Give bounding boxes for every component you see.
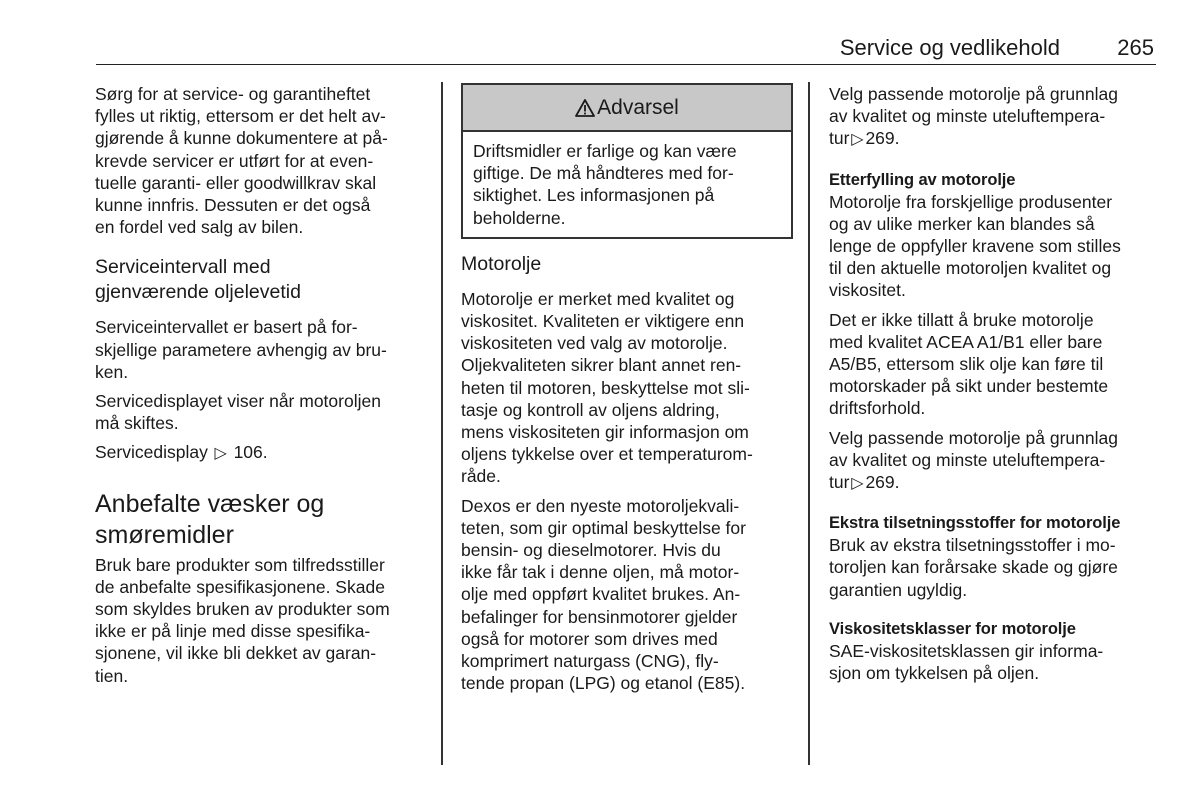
cross-reference-arrow-icon: ▷ bbox=[851, 475, 864, 493]
reference-page-link[interactable]: 106. bbox=[233, 442, 268, 463]
intro-paragraph: Sørg for at service- og garantiheftet fylles ut riktig, ettersom er det helt av- gjørende å kunne dokumentere at på- krevde servicer er utført for at even- tuelle garanti- eller goodwillkrav skal kunne innfris. Dessuten er det også en fordel ved salg av bilen. bbox=[95, 84, 388, 238]
fluids-paragraph: Bruk bare produkter som tilfredsstiller de anbefalte spesifikasjonene. Skade som skyldes bruken av produkter som ikke er på linje med disse spesifika- sjonene, vil ikke bli dekket av garan- tien. bbox=[95, 554, 390, 686]
heading-additives: Ekstra tilsetningsstoffer for motorolje bbox=[829, 514, 1121, 533]
viscosity-paragraph: SAE-viskositetsklassen gir informa- sjon om tykkelsen på oljen. bbox=[829, 640, 1104, 684]
oil-paragraph-2: Dexos er den nyeste motoroljekvali- teten, som gir optimal beskyttelse for bensin- og dieselmotorer. Hvis du ikke får tak i denne oljen, må motor- olje med oppført kvalitet brukes. An- befalinger for bensinmotorer gjelder også for motorer som drives med komprimert naturgass (CNG), fly- tende propan (LPG) og etanol (E85). bbox=[461, 495, 746, 694]
refill-paragraph-2: Det er ikke tillatt å bruke motorolje med kvalitet ACEA A1/B1 eller bare A5/B5, ettersom slik olje kan føre til motorskader på sikt under bestemte driftsforhold. bbox=[829, 309, 1109, 419]
service-display-reference: Servicedisplay ▷ 106. bbox=[95, 441, 427, 465]
cross-reference-arrow-icon: ▷ bbox=[851, 131, 864, 149]
heading-refill-oil: Etterfylling av motorolje bbox=[829, 170, 1016, 189]
cross-reference-arrow-icon: ▷ bbox=[214, 445, 227, 463]
column-right bbox=[829, 83, 1159, 684]
warning-header bbox=[463, 85, 791, 132]
refill-paragraph-3: Velg passende motorolje på grunnlag av kvalitet og minste uteluftempera- tur ▷ 269. bbox=[829, 427, 1159, 496]
interval-paragraph: Serviceintervallet er basert på for- skjellige parametere avhengig av bru- ken. bbox=[95, 317, 387, 382]
heading-engine-oil: Motorolje bbox=[461, 252, 542, 275]
heading-viscosity-classes: Viskositetsklasser for motorolje bbox=[829, 619, 1076, 638]
warning-triangle-icon bbox=[575, 98, 595, 118]
page-header bbox=[96, 34, 1156, 65]
reference-page-link[interactable]: 269. bbox=[865, 128, 900, 149]
heading-service-interval: Serviceintervall med gjenværende oljelevetid bbox=[95, 256, 301, 304]
column-left bbox=[95, 83, 427, 687]
section-title: Service og vedlikehold bbox=[839, 35, 1060, 60]
page-number: 265 bbox=[1117, 35, 1154, 60]
column-divider bbox=[808, 82, 810, 765]
warning-box bbox=[461, 83, 793, 239]
warning-body: Driftsmidler er farlige og kan være giftige. De må håndteres med for- siktighet. Les informasjonen på beholderne. bbox=[473, 141, 737, 228]
column-divider bbox=[441, 82, 443, 765]
service-display-paragraph: Servicedisplayet viser når motoroljen må skiftes. bbox=[95, 391, 381, 434]
reference-page-link[interactable]: 269. bbox=[865, 472, 900, 493]
oil-paragraph-1: Motorolje er merket med kvalitet og viskositet. Kvaliteten er viktigere enn viskositeten ved valg av motorolje. Oljekvaliteten sikrer blant annet ren- heten til motoren, beskyttelse mot sli- tasje og kontroll av oljens aldring, mens viskositeten gir informasjon om oljens tykkelse over et temperaturom- råde. bbox=[461, 288, 753, 487]
additives-paragraph: Bruk av ekstra tilsetningsstoffer i mo- toroljen kan forårsake skade og gjøre garantien ugyldig. bbox=[829, 535, 1118, 600]
column-middle bbox=[461, 83, 793, 694]
heading-recommended-fluids: Anbefalte væsker og smøremidler bbox=[95, 489, 325, 549]
refill-paragraph-1: Motorolje fra forskjellige produsenter og av ulike merker kan blandes så lenge de oppfyller kravene som stilles til den aktuelle motoroljen kvalitet og viskositet. bbox=[829, 191, 1121, 301]
warning-title: Advarsel bbox=[597, 95, 679, 119]
oil-selection-paragraph: Velg passende motorolje på grunnlag av kvalitet og minste uteluftempera- tur ▷ 269. bbox=[829, 83, 1159, 152]
